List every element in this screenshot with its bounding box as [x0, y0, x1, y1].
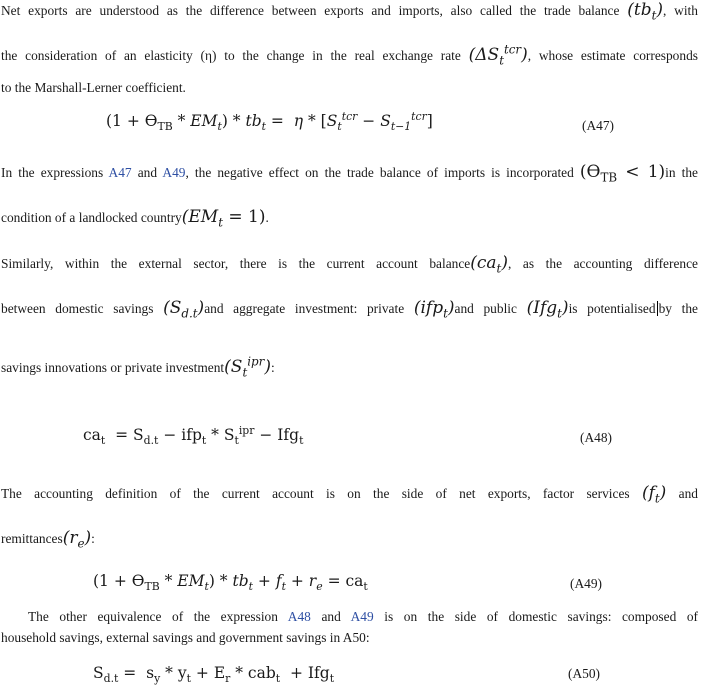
- equation-number: (A47): [582, 118, 614, 133]
- equation-number: (A49): [570, 576, 602, 591]
- link-a47[interactable]: A47: [108, 165, 132, 180]
- equation-a48: $ca_t = S_{d.t} - ifp_t * S_t^{ipr} - Ifg_t$: [83, 423, 304, 448]
- paragraph-line: [1, 162, 699, 185]
- text-cursor: [657, 301, 658, 316]
- text-run: is on the side of domestic savings: composed of: [384, 609, 699, 624]
- text-run: :: [91, 531, 95, 546]
- paragraph-line: [28, 608, 698, 626]
- math-theta-condition: $(ϴ_{TB} < 1)$: [579, 162, 666, 185]
- text-run: to the Marshall-Lerner coefficient.: [1, 80, 186, 95]
- equation-number: (A48): [580, 430, 612, 445]
- text-run: and: [321, 609, 341, 624]
- paragraph-line: [1, 253, 698, 276]
- text-run: :: [270, 360, 275, 375]
- text-run: , as the accounting difference: [507, 256, 698, 271]
- text-run: household savings, external savings and government savings in A50:: [1, 630, 370, 645]
- math-ca: $(ca_t)$: [470, 253, 508, 276]
- paragraph-line: [1, 79, 698, 97]
- text-run: .: [265, 210, 269, 225]
- text-run: and aggregate investment: private: [204, 301, 405, 316]
- link-a49[interactable]: A49: [162, 165, 186, 180]
- math-sdt: $(S_{d.t})$: [163, 298, 205, 321]
- paragraph-line: [1, 42, 698, 68]
- math-delta-s: $(\Delta S_t^{tcr})$: [468, 42, 528, 68]
- math-ifg: (Ifg$_t$): [526, 298, 569, 321]
- equation-a49: $(1 + ϴ_{TB} * EM_t) * tb_t + f_t + r_e = ca_t$: [93, 572, 368, 594]
- text-run: and: [137, 165, 158, 180]
- paragraph-line: [1, 528, 698, 551]
- text-run: Similarly, within the external sector, there is the current account balance: [1, 256, 471, 271]
- paragraph-line: Net exports are understood as the difference between exports and imports, also called the trade balance $(tb_t)$, with: [1, 0, 698, 23]
- text-run: , whose estimate corresponds: [527, 48, 698, 63]
- text-run: between domestic savings: [1, 301, 154, 316]
- math-em: $(EM_t = 1)$: [181, 207, 266, 230]
- link-a49[interactable]: A49: [350, 609, 374, 624]
- paragraph-line: [1, 354, 698, 380]
- text-run: The accounting definition of the current account is on the side of net exports, factor services: [1, 486, 630, 501]
- text-run: and public: [454, 301, 517, 316]
- text-run: condition of a landlocked country: [1, 210, 182, 225]
- math-f: $(f_t)$: [641, 483, 667, 506]
- equation-number: (A50): [568, 666, 600, 681]
- math-r: $(r_e)$: [62, 528, 92, 551]
- paragraph-line: [1, 629, 698, 647]
- text-run: The other equivalence of the expression: [28, 609, 278, 624]
- paragraph-line: [1, 483, 698, 506]
- text-run: Net exports are understood as the difference between exports and imports, also called the trade balance: [1, 3, 620, 18]
- equation-a47: $(1 + ϴ_{TB} * EM_t) * tb_t = \eta * [S_t^{tcr} - S_{t-1}^{tcr}]$: [106, 109, 433, 134]
- link-a48[interactable]: A48: [287, 609, 311, 624]
- equation-a50: $S_{d.t} = s_y * y_t + E_r * cab_t + Ifg_t$: [93, 664, 335, 686]
- text-run: In the expressions: [1, 165, 104, 180]
- text-run: and: [678, 486, 698, 501]
- text-run: is potentialised: [568, 301, 656, 316]
- text-run: in the: [665, 165, 699, 180]
- text-run: the consideration of an elasticity (η) to the change in the real exchange rate: [1, 48, 461, 63]
- text-run: , the negative effect on the trade balance of imports is incorporated: [185, 165, 574, 180]
- paragraph-line: [1, 207, 698, 230]
- text-run: remittances: [1, 531, 63, 546]
- text-run: by the: [658, 301, 698, 316]
- math-sipr: $(S_t^{ipr})$: [224, 354, 271, 380]
- text-run: savings innovations or private investment: [1, 360, 225, 375]
- math-ifp: (ifp$_t$): [413, 298, 455, 321]
- paragraph-line: [1, 298, 698, 321]
- math-tb: $(tb_t)$: [627, 0, 664, 23]
